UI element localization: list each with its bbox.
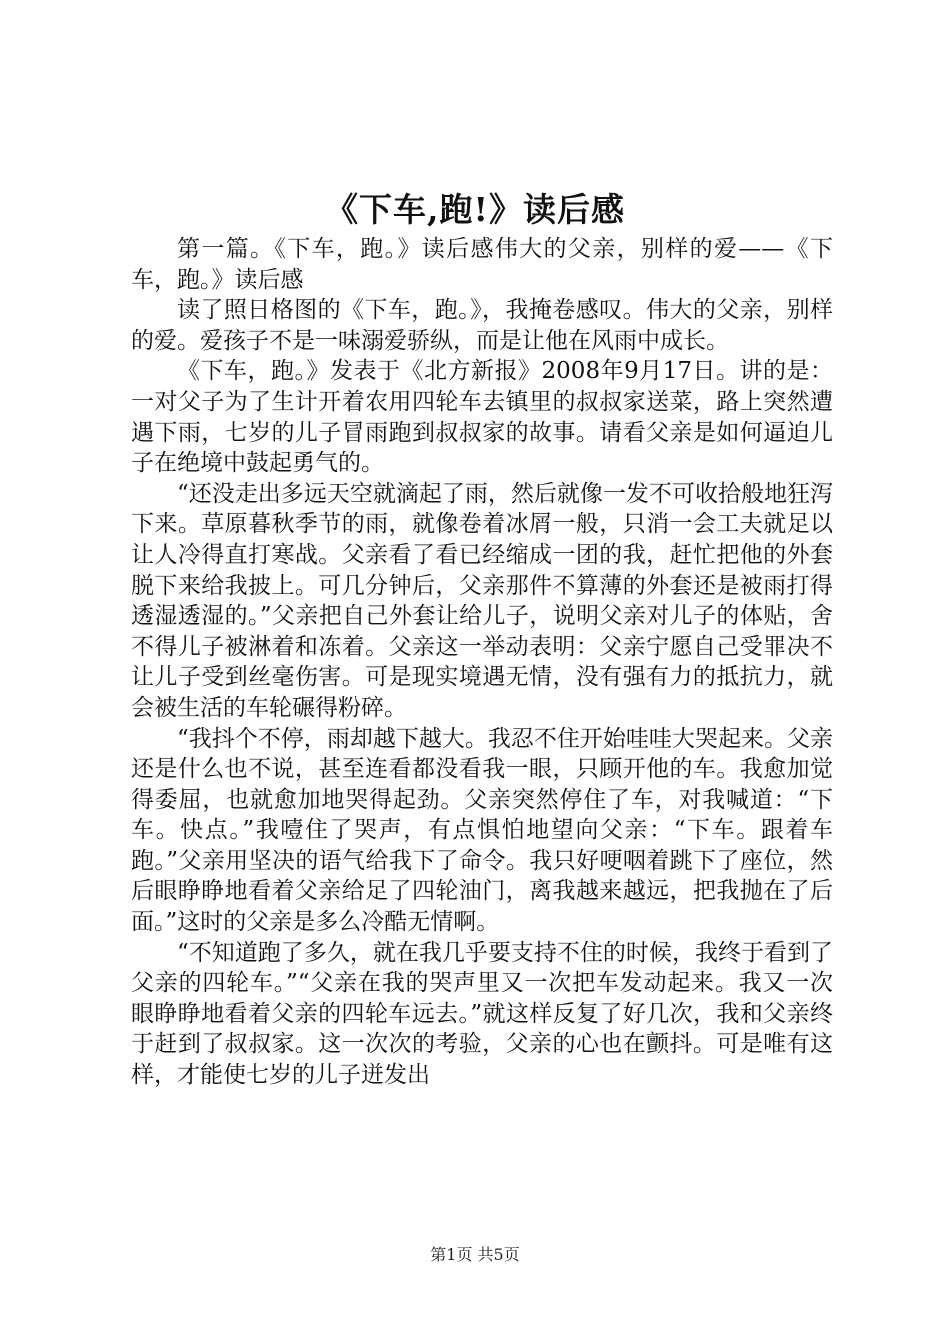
document-title: 《下车,跑!》读后感 <box>325 190 625 229</box>
paragraph: “我抖个不停，雨却越下越大。我忍不住开始哇哇大哭起来。父亲还是什么也不说，甚至连看都没看我一眼，只顾开他的车。我愈加觉得委屈，也就愈加地哭得起劲。父亲突然停住了车，对我喊道：“下车。快点。”我噎住了哭声，有点惧怕地望向父亲：“下车。跟着车跑。”父亲用坚决的语气给我下了命令。我只好哽咽着跳下了座位，然后眼睁睁地看着父亲给足了四轮油门，离我越来越远，把我抛在了后面。”这时的父亲是多么冷酷无情啊。 <box>131 725 833 936</box>
paragraph: 第一篇。《下车，跑。》读后感伟大的父亲，别样的爱——《下车，跑。》读后感 <box>131 236 833 293</box>
document-body <box>131 234 833 1091</box>
paragraph: “不知道跑了多久，就在我几乎要支持不住的时候，我终于看到了父亲的四轮车。”“父亲在我的哭声里又一次把车发动起来。我又一次眼睁睁地看着父亲的四轮车远去。”就这样反复了好几次，我和父亲终于赶到了叔叔家。这一次次的考验，父亲的心也在颤抖。可是唯有这样，才能使七岁的儿子迸发出 <box>131 939 833 1089</box>
page-number: 第1页 共5页 <box>430 1245 520 1264</box>
paragraph: 《下车，跑。》发表于《北方新报》2008年9月17日。讲的是：一对父子为了生计开着农用四轮车去镇里的叔叔家送菜，路上突然遭遇下雨，七岁的儿子冒雨跑到叔叔家的故事。请看父亲是如何逼迫儿子在绝境中鼓起勇气的。 <box>131 358 833 477</box>
paragraph: 读了照日格图的《下车，跑。》，我掩卷感叹。伟大的父亲，别样的爱。爱孩子不是一味溺爱骄纵，而是让他在风雨中成长。 <box>131 297 833 354</box>
paragraph: “还没走出多远天空就滴起了雨，然后就像一发不可收拾般地狂泻下来。草原暮秋季节的雨，就像卷着冰屑一般，只消一会工夫就足以让人冷得直打寒战。父亲看了看已经缩成一团的我，赶忙把他的外套脱下来给我披上。可几分钟后，父亲那件不算薄的外套还是被雨打得透湿透湿的。”父亲把自己外套让给儿子，说明父亲对儿子的体贴，舍不得儿子被淋着和冻着。父亲这一举动表明：父亲宁愿自己受罪决不让儿子受到丝毫伤害。可是现实境遇无情，没有强有力的抵抗力，就会被生活的车轮碾得粉碎。 <box>131 480 833 721</box>
